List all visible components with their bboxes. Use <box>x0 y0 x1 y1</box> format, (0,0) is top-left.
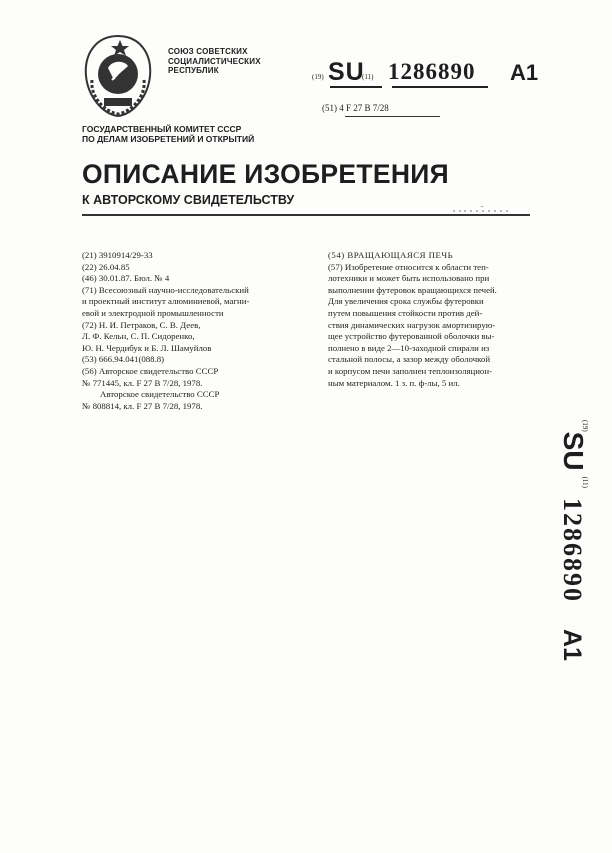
bibliographic-data <box>82 250 307 412</box>
abstract <box>328 250 550 389</box>
kind-code: A1 <box>558 628 586 661</box>
bib-line: Л. Ф. Кельн, С. П. Сидоренко, <box>82 331 195 342</box>
inid-code-19: (19) <box>581 420 589 432</box>
abstract-line: ствия динамических нагрузок амортизирую- <box>328 319 496 330</box>
bib-line: № 808814, кл. F 27 B 7/28, 1978. <box>82 400 203 411</box>
bib-line: Авторское свидетельство СССР <box>100 389 220 400</box>
bib-line: (72) Н. И. Петраков, С. В. Деев, <box>82 319 201 330</box>
document-subtitle: К АВТОРСКОМУ СВИДЕТЕЛЬСТВУ <box>82 193 295 207</box>
abstract-line: Для увеличения срока службы футеровки <box>328 296 484 307</box>
bib-line: (22) 26.04.85 <box>82 261 130 272</box>
bib-line: № 771445, кл. F 27 B 7/28, 1978. <box>82 377 203 388</box>
bib-line: и проектный институт алюминиевой, магни- <box>82 296 250 307</box>
publication-number <box>312 58 552 88</box>
ipc-classification: (51) 4 F 27 B 7/28 <box>322 103 389 113</box>
inid-code-11: (11) <box>581 476 589 488</box>
bib-line: евой и электродной промышленности <box>82 307 224 318</box>
country-code: SU <box>558 431 589 471</box>
committee-name: ГОСУДАРСТВЕННЫЙ КОМИТЕТ СССР ПО ДЕЛАМ ИЗОБРЕТЕНИЙ И ОТКРЫТИЙ <box>82 124 255 144</box>
bib-line: (71) Всесоюзный научно-исследовательский <box>82 284 249 295</box>
abstract-line: щее устройство футерованной оболочки вы- <box>328 331 495 342</box>
abstract-line: и корпусом печи заполнен теплоизоляцион- <box>328 365 492 376</box>
bib-line: (21) 3910914/29-33 <box>82 250 153 260</box>
underline <box>392 86 488 88</box>
invention-title: (54) ВРАЩАЮЩАЯСЯ ПЕЧЬ <box>328 250 454 260</box>
scan-dots <box>452 205 512 213</box>
abstract-line: лотехники и может быть использовано при <box>328 273 490 284</box>
bib-line: (46) 30.01.87. Бюл. № 4 <box>82 273 170 284</box>
abstract-line: (57) Изобретение относится к области теп- <box>328 261 489 272</box>
abstract-line: путем повышения стойкости против дей- <box>328 307 483 318</box>
patent-number: 1286890 <box>388 59 476 84</box>
bib-line: (56) Авторское свидетельство СССР <box>82 365 219 376</box>
abstract-line: стальной полосы, а зазор между оболочкой <box>328 354 491 365</box>
divider <box>345 116 440 117</box>
country-code: SU <box>328 58 365 86</box>
bib-line: (53) 666.94.041(088.8) <box>82 354 165 365</box>
underline <box>330 86 382 88</box>
divider <box>82 214 530 216</box>
bib-line: Ю. Н. Чердибук и Б. Л. Шамуйлов <box>82 342 212 353</box>
abstract-line: выполнении футеровок вращающихся печей. <box>328 284 497 295</box>
union-name: СОЮЗ СОВЕТСКИХ СОЦИАЛИСТИЧЕСКИХ РЕСПУБЛИК <box>168 47 261 75</box>
document-title: ОПИСАНИЕ ИЗОБРЕТЕНИЯ <box>82 159 449 189</box>
ussr-emblem <box>78 30 158 120</box>
abstract-line: полнено в виде 2—10-заходной спирали из <box>328 342 490 353</box>
kind-code: A1 <box>510 60 539 85</box>
inid-code-11: (11) <box>362 73 374 81</box>
abstract-line: ным материалом. 1 з. п. ф-лы, 5 ил. <box>328 377 460 388</box>
inid-code-19: (19) <box>312 73 324 81</box>
vertical-publication-number <box>545 420 595 700</box>
patent-number: 1286890 <box>558 497 587 603</box>
